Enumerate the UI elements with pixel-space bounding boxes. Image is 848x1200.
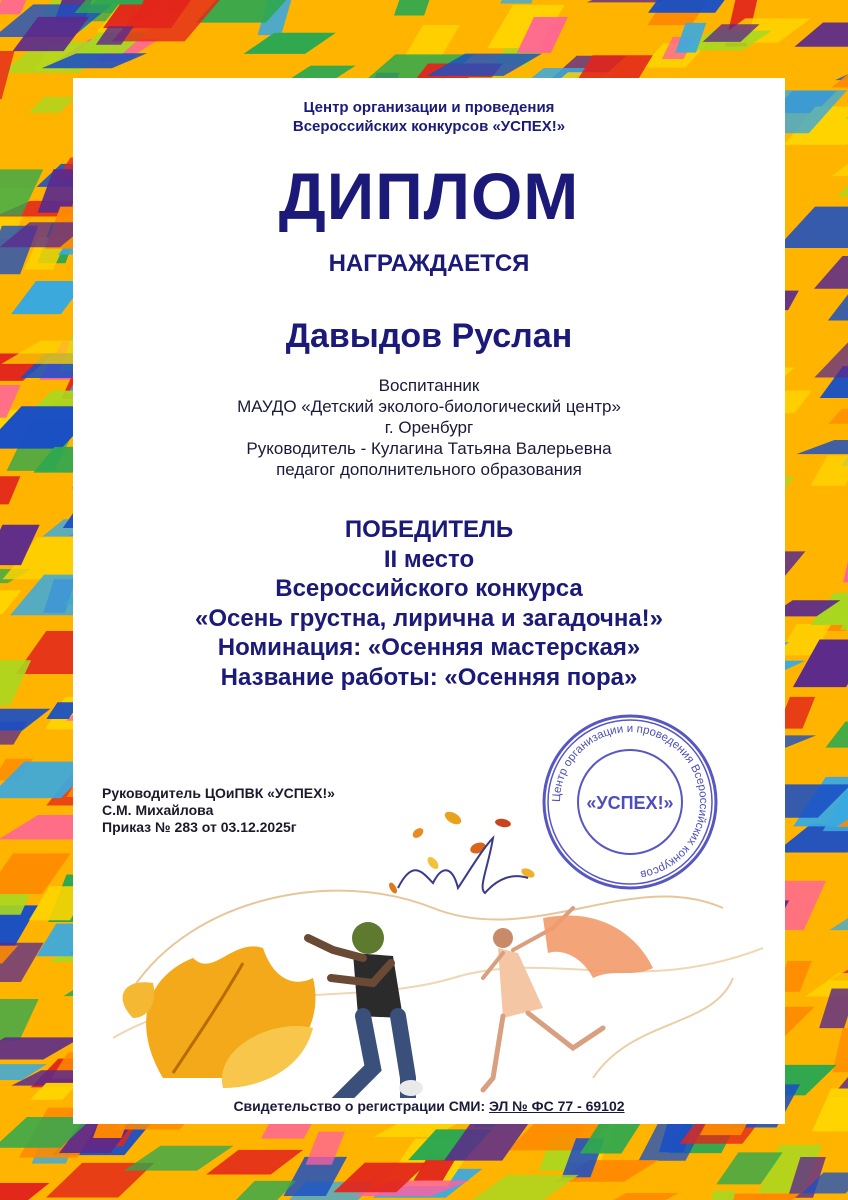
recipient-details: [73, 375, 785, 480]
organizer-line-1: Центр организации и проведения: [303, 99, 555, 116]
awarded-label: НАГРАЖДАЕТСЯ: [328, 250, 530, 277]
details-line: г. Оренбург: [384, 418, 474, 437]
contest-name: «Осень грустна, лирична и загадочна!»: [195, 604, 663, 632]
ginkgo-leaf-icon: [123, 946, 316, 1088]
hip-hop-dancer: [308, 922, 423, 1098]
signatory-position: Руководитель ЦОиПВК «УСПЕХ!»: [102, 785, 335, 801]
registration-number: ЭЛ № ФС 77 - 69102: [489, 1098, 625, 1114]
details-line: педагог дополнительного образования: [276, 460, 582, 479]
order-reference: Приказ № 283 от 03.12.2025г: [102, 819, 297, 835]
recipient-name: Давыдов Руслан: [285, 317, 573, 355]
diploma-title: ДИПЛОМ: [278, 159, 580, 233]
signatory-name: С.М. Михайлова: [102, 802, 214, 818]
diploma-sheet: [73, 78, 785, 1124]
details-line: Воспитанник: [378, 376, 480, 395]
ballerina-dancer: [483, 908, 653, 1090]
media-registration: [73, 1098, 785, 1114]
result-block: [73, 515, 785, 692]
organizer-line-2: Всероссийских конкурсов «УСПЕХ!»: [292, 118, 566, 135]
nomination: Номинация: «Осенняя мастерская»: [217, 634, 641, 661]
details-line: МАУДО «Детский эколого-биологический центр»: [237, 397, 621, 416]
seal-ring-text: Центр организации и проведения Всероссийских конкурсов: [550, 722, 710, 881]
winner-status: ПОБЕДИТЕЛЬ: [344, 516, 514, 543]
organizer-heading: [73, 98, 785, 136]
contest-type: Всероссийского конкурса: [275, 575, 583, 602]
work-title: Название работы: «Осенняя пора»: [220, 663, 638, 691]
signature-block: [102, 785, 335, 836]
official-seal: [540, 712, 720, 892]
place: II место: [383, 545, 475, 573]
details-line: Руководитель - Кулагина Татьяна Валерьевна: [246, 439, 612, 458]
handwritten-signature: [398, 838, 528, 893]
seal-center-text: «УСПЕХ!»: [586, 793, 674, 813]
registration-label: Свидетельство о регистрации СМИ:: [233, 1098, 486, 1114]
